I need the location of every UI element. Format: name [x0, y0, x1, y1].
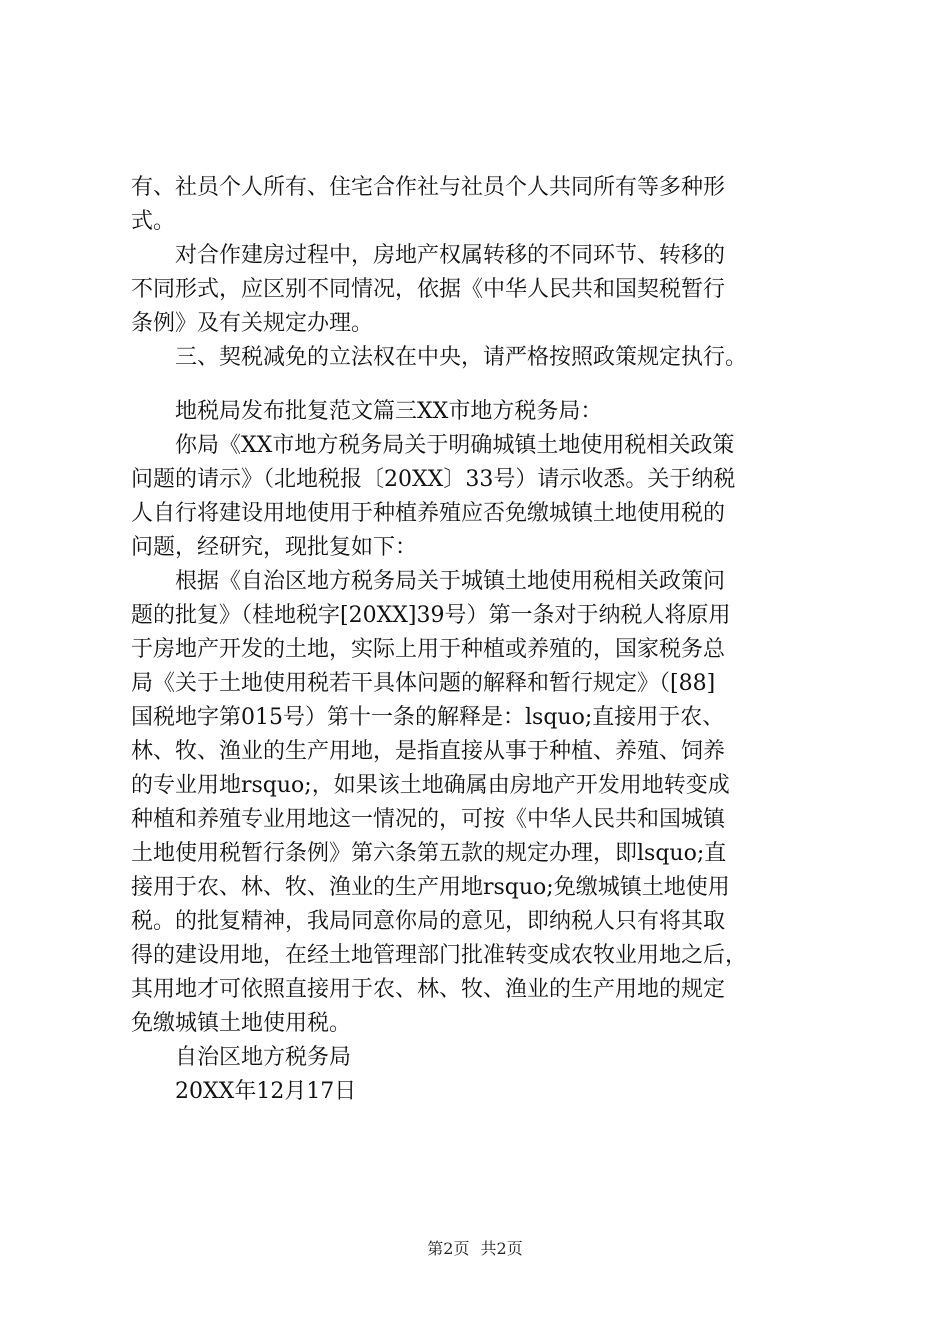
page-number: 第2页: [427, 1239, 470, 1258]
signature-issuer: 自治区地方税务局: [175, 1045, 352, 1070]
paragraph-line: 三、契税减免的立法权在中央，请严格按照政策规定执行。: [175, 345, 748, 370]
signature-date: 20XX年12月17日: [175, 1079, 357, 1104]
paragraph-line: 免缴城镇土地使用税。: [131, 1011, 352, 1036]
paragraph-line: 的专业用地rsquo;，如果该土地确属由房地产开发用地转变成: [131, 773, 730, 798]
paragraph-line: 你局《XX市地方税务局关于明确城镇土地使用税相关政策: [175, 433, 735, 458]
paragraph-line: 根据《自治区地方税务局关于城镇土地使用税相关政策问: [175, 569, 726, 594]
paragraph-line: 人自行将建设用地使用于种植养殖应否免缴城镇土地使用税的: [131, 501, 726, 526]
paragraph-line: 得的建设用地，在经土地管理部门批准转变成农牧业用地之后，: [131, 943, 748, 968]
paragraph-line: 种植和养殖专业用地这一情况的，可按《中华人民共和国城镇: [131, 807, 726, 832]
page-total: 共2页: [480, 1239, 523, 1258]
paragraph-line: 式。: [131, 209, 176, 234]
paragraph-line: 问题，经研究，现批复如下：: [131, 535, 418, 560]
paragraph-line: 对合作建房过程中，房地产权属转移的不同环节、转移的: [175, 243, 726, 268]
paragraph-line: 问题的请示》（北地税报〔20XX〕33号）请示收悉。关于纳税: [131, 467, 736, 492]
paragraph-line: 有、社员个人所有、住宅合作社与社员个人共同所有等多种形: [131, 175, 726, 200]
paragraph-line: 国税地字第015号）第十一条的解释是：lsquo;直接用于农、: [131, 705, 725, 730]
paragraph-line: 不同形式，应区别不同情况，依据《中华人民共和国契税暂行: [131, 277, 726, 302]
paragraph-line: 条例》及有关规定办理。: [131, 311, 374, 336]
paragraph-line: 于房地产开发的土地，实际上用于种植或养殖的，国家税务总: [131, 637, 726, 662]
paragraph-line: 税。的批复精神，我局同意你局的意见，即纳税人只有将其取: [131, 909, 726, 934]
paragraph-line: 其用地才可依照直接用于农、林、牧、渔业的生产用地的规定: [131, 977, 726, 1002]
paragraph-line: 接用于农、林、牧、渔业的生产用地rsquo;免缴城镇土地使用: [131, 875, 730, 900]
paragraph-line: 土地使用税暂行条例》第六条第五款的规定办理，即lsquo;直: [131, 841, 727, 866]
paragraph-line: 林、牧、渔业的生产用地，是指直接从事于种植、养殖、饲养: [131, 739, 726, 764]
page-footer: [0, 1238, 950, 1260]
paragraph-line: 局《关于土地使用税若干具体问题的解释和暂行规定》（[88]: [131, 671, 716, 696]
section-heading: 地税局发布批复范文篇三XX市地方税务局：: [175, 399, 603, 424]
paragraph-line: 题的批复》（桂地税字[20XX]39号）第一条对于纳税人将原用: [131, 603, 731, 628]
